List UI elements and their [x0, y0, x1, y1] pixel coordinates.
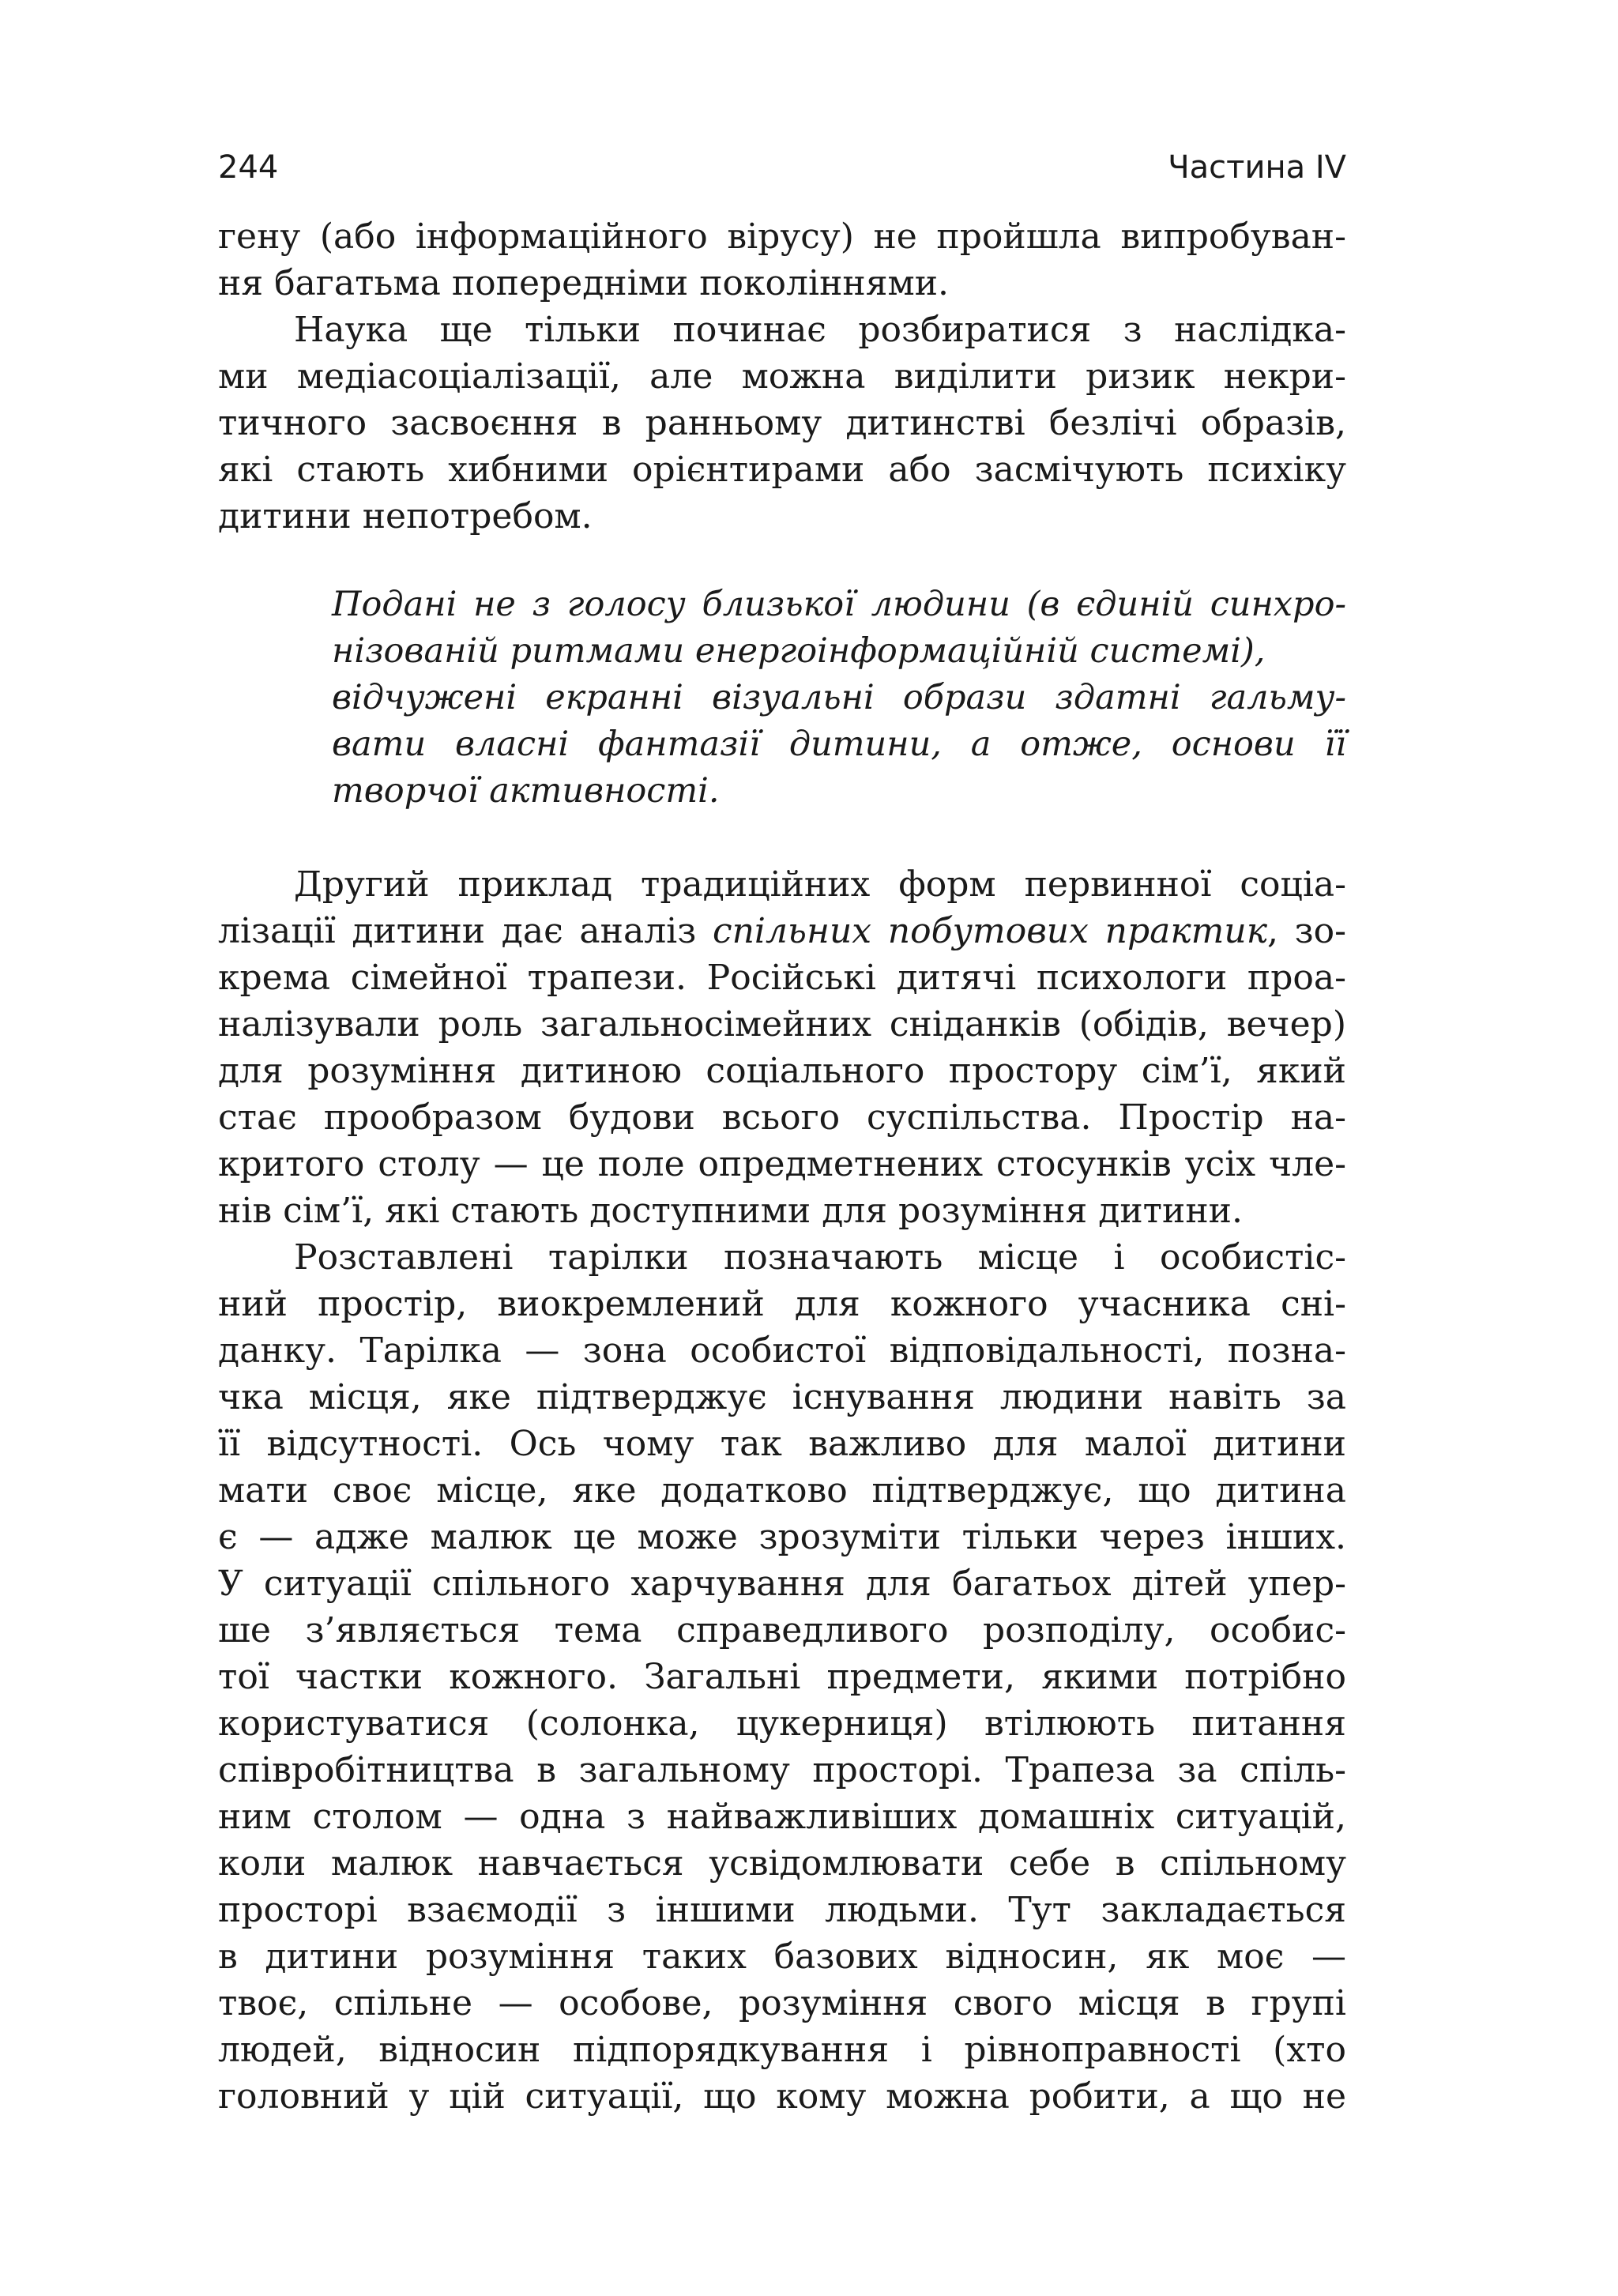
text-line: ня багатьма попередніми поколіннями. [218, 263, 950, 303]
text-line: в дитини розуміння таких базових відносин, як моє — [218, 1937, 1346, 1977]
text-line: її відсутності. Ось чому так важливо для малої дитини [218, 1424, 1346, 1464]
italic-quote-block [332, 582, 1346, 815]
text-line: У ситуації спільного харчування для багатьох дітей упер- [218, 1564, 1346, 1604]
text-line: є — адже малюк це може зрозуміти тільки через інших. [218, 1517, 1346, 1557]
text-line: мати своє місце, яке додатково підтверджує, що дитина [218, 1470, 1346, 1511]
emphasis-phrase: спільних побутових практик [712, 911, 1267, 951]
running-title: Частина IV [1168, 149, 1346, 186]
quote-line: нізованій ритмами енергоінформаційній системі), [332, 631, 1266, 671]
text-line: данку. Тарілка — зона особистої відповідальності, позна- [218, 1331, 1346, 1371]
quote-line: Подані не з голосу близької людини (в єдиній синхро- [332, 585, 1346, 624]
text-line: ний простір, виокремлений для кожного учасника сні- [218, 1284, 1346, 1324]
text-block-top [218, 213, 1346, 540]
text-line: які стають хибними орієнтирами або засмічують психіку [218, 450, 1346, 490]
text-line: ним столом — одна з найважливіших домашніх ситуацій, [218, 1797, 1346, 1837]
text-segment: , зо- [1266, 911, 1347, 951]
text-line: для розуміння дитиною соціального простору сім’ї, який [218, 1051, 1346, 1091]
text-line: головний у цій ситуації, що кому можна робити, а що не [218, 2076, 1346, 2117]
quote-line: відчужені екранні візуальні образи здатні гальму- [332, 678, 1346, 717]
text-line: крема сімейної трапези. Російські дитячі психологи проа- [218, 958, 1346, 998]
text-line: співробітництва в загальному просторі. Трапеза за спіль- [218, 1750, 1346, 1790]
quote-line: творчої активності. [332, 771, 720, 811]
text-line: налізували роль загальносімейних сніданків (обідів, вечер) [218, 1004, 1346, 1044]
quote-line: вати власні фантазії дитини, а отже, основи її [332, 725, 1346, 764]
text-line: нів сім’ї, які стають доступними для розуміння дитини. [218, 1191, 1243, 1231]
text-block-main [218, 861, 1346, 2120]
text-line: користуватися (солонка, цукерниця) втілюють питання [218, 1703, 1346, 1744]
text-line: Наука ще тільки починає розбиратися з наслідка- [294, 310, 1346, 350]
text-line: Розставлені тарілки позначають місце і особистіс- [294, 1237, 1346, 1278]
text-line-with-emphasis [218, 908, 1346, 954]
text-line: стає прообразом будови всього суспільства. Простір на- [218, 1097, 1346, 1138]
text-line: тичного засвоєння в ранньому дитинстві безлічі образів, [218, 403, 1346, 443]
text-line: тої частки кожного. Загальні предмети, якими потрібно [218, 1657, 1346, 1697]
text-line: коли малюк навчається усвідомлювати себе в спільному [218, 1843, 1346, 1884]
text-segment: лізації дитини дає аналіз [218, 911, 713, 951]
text-line: ми медіасоціалізації, але можна виділити ризик некри- [218, 356, 1346, 397]
text-line: дитини непотребом. [218, 496, 593, 536]
page-header [218, 144, 1346, 191]
text-line: ше з’являється тема справедливого розподілу, особис- [218, 1610, 1346, 1650]
text-line: просторі взаємодії з іншими людьми. Тут закладається [218, 1890, 1346, 1930]
text-line: критого столу — це поле опредметнених стосунків усіх чле- [218, 1144, 1346, 1184]
text-line: чка місця, яке підтверджує існування людини навіть за [218, 1377, 1346, 1417]
text-line: гену (або інформаційного вірусу) не пройшла випробуван- [218, 216, 1346, 257]
text-line: Другий приклад традиційних форм первинної соціа- [294, 864, 1346, 905]
page-number: 244 [218, 149, 279, 186]
text-line: твоє, спільне — особове, розуміння свого місця в групі [218, 1983, 1346, 2023]
text-line: людей, відносин підпорядкування і рівноправності (хто [218, 2030, 1346, 2070]
